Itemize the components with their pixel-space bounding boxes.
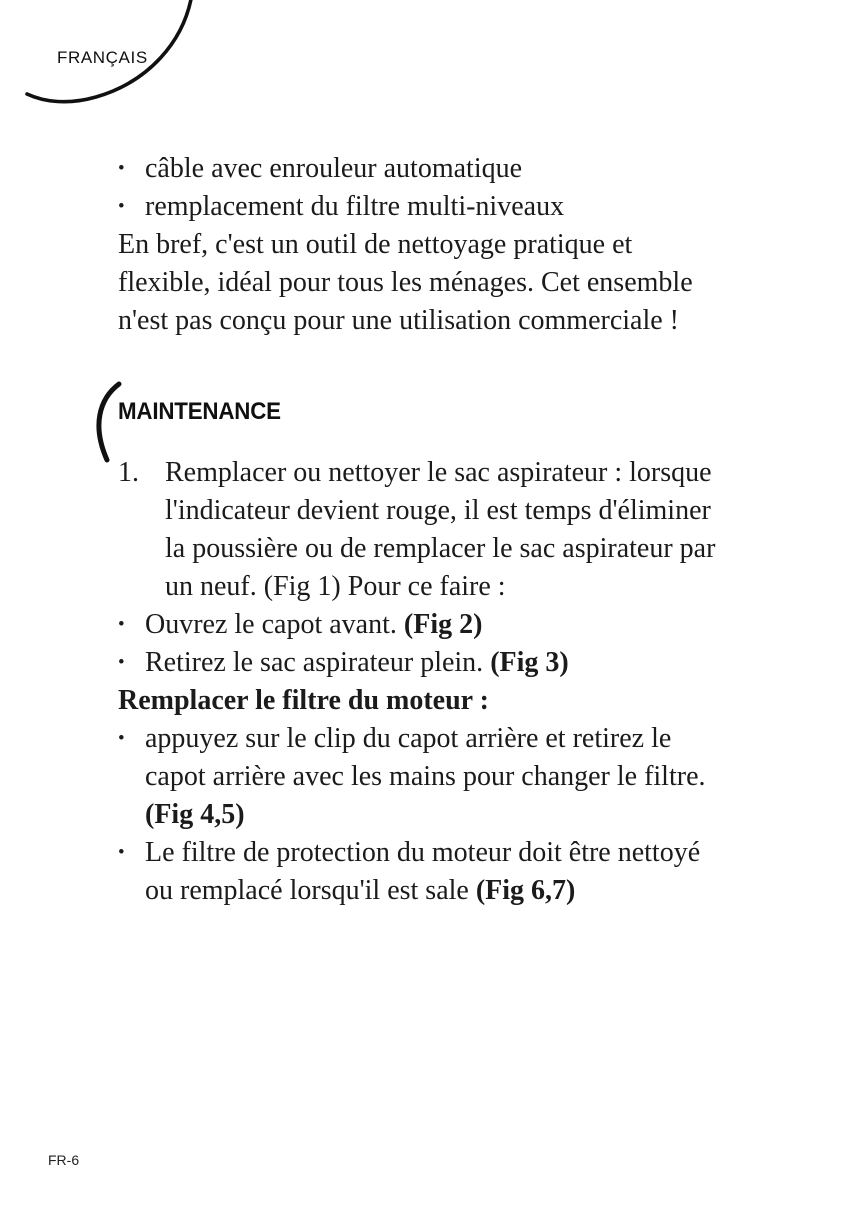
list-item-text bbox=[145, 644, 717, 682]
list-item bbox=[118, 720, 742, 834]
figure-reference: (Fig 3) bbox=[490, 647, 569, 678]
page-content bbox=[118, 150, 742, 910]
page-number: FR-6 bbox=[48, 1152, 80, 1168]
instruction-text: Retirez le sac aspirateur plein. bbox=[145, 647, 491, 678]
list-item-text bbox=[145, 606, 717, 644]
figure-reference: (Fig 6,7) bbox=[475, 875, 576, 906]
bullet-icon: • bbox=[118, 652, 125, 673]
list-item bbox=[118, 188, 742, 226]
list-item-text: remplacement du filtre multi-niveaux bbox=[145, 191, 565, 222]
intro-paragraph: En bref, c'est un outil de nettoyage pratique et flexible, idéal pour tous les ménages. Cet ensemble n'est pas conçu pour une utilisation commerciale ! bbox=[118, 229, 693, 336]
list-item bbox=[118, 834, 742, 910]
instruction-text: Le filtre de protection du moteur doit être nettoyé ou remplacé lorsqu'il est sale bbox=[145, 837, 701, 906]
list-item bbox=[118, 150, 742, 188]
list-item-text bbox=[145, 720, 717, 834]
step-text: Remplacer ou nettoyer le sac aspirateur : lorsque l'indicateur devient rouge, il est temps d'éliminer la poussière ou de remplacer le sac aspirateur par un neuf. (Fig 1) Pour ce faire : bbox=[165, 457, 716, 602]
list-item-text: câble avec enrouleur automatique bbox=[145, 153, 523, 184]
step-number: 1. bbox=[118, 457, 139, 488]
bullet-icon: • bbox=[118, 158, 125, 179]
bullet-icon: • bbox=[118, 196, 125, 217]
bullet-icon: • bbox=[118, 614, 125, 635]
figure-reference: (Fig 2) bbox=[403, 609, 483, 640]
figure-reference: (Fig 4,5) bbox=[145, 799, 245, 830]
bullet-icon: • bbox=[118, 728, 125, 749]
numbered-step bbox=[118, 454, 742, 606]
instruction-text: Ouvrez le capot avant. bbox=[145, 609, 404, 640]
instruction-text: appuyez sur le clip du capot arrière et retirez le capot arrière avec les mains pour changer le filtre. bbox=[145, 723, 706, 792]
subsection-heading: Remplacer le filtre du moteur : bbox=[118, 685, 489, 716]
list-item bbox=[118, 644, 742, 682]
bullet-icon: • bbox=[118, 842, 125, 863]
maintenance-section-header bbox=[118, 396, 742, 428]
language-label: FRANÇAIS bbox=[57, 48, 148, 67]
list-item-text bbox=[145, 834, 717, 910]
list-item bbox=[118, 606, 742, 644]
section-heading: MAINTENANCE bbox=[118, 398, 281, 425]
